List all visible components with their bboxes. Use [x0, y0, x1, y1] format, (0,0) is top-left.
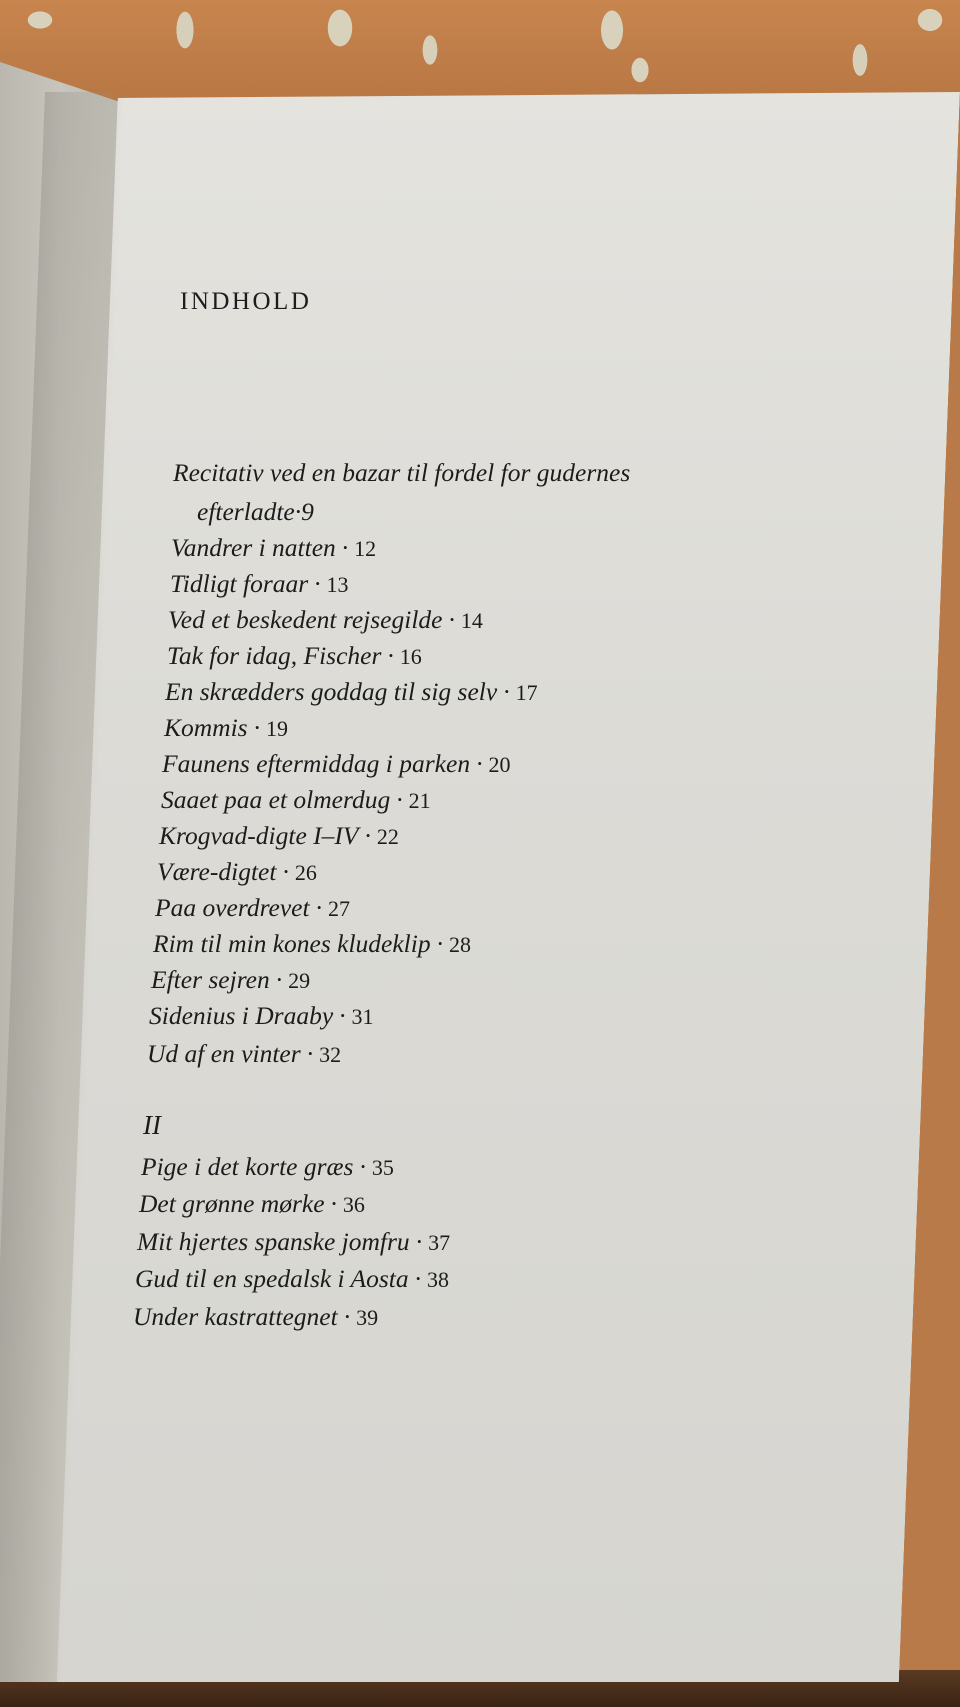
entry-title: Sidenius i Draaby [149, 1001, 334, 1030]
page-number: 22 [376, 824, 399, 849]
separator: · [343, 1302, 351, 1331]
entry-title: Det grønne mørke [139, 1189, 325, 1218]
entry-title: Efter sejren [151, 965, 270, 994]
page-number: 28 [448, 932, 471, 957]
entry-title: Mit hjertes spanske jomfru [137, 1227, 410, 1256]
page-number: 29 [288, 968, 311, 993]
entry-title: Tidligt foraar [170, 569, 309, 598]
separator: · [306, 1039, 314, 1068]
toc-entry [159, 821, 399, 851]
page-number: 27 [327, 896, 350, 921]
separator: · [314, 569, 321, 598]
page-number: 13 [326, 572, 349, 597]
separator: · [275, 965, 283, 994]
toc-entry [151, 965, 310, 995]
entry-title: Kommis [164, 713, 248, 742]
entry-title: Saaet paa et olmerdug [161, 785, 391, 814]
entry-title: Recitativ ved en bazar til fordel for gudernes [173, 458, 631, 487]
separator: · [330, 1189, 337, 1218]
separator: · [414, 1264, 422, 1293]
section-label: II [143, 1110, 161, 1140]
entry-title: Tak for idag, Fischer [167, 641, 382, 670]
toc-entry [141, 1152, 394, 1182]
separator: · [387, 641, 394, 670]
page-number: 16 [399, 644, 422, 669]
entry-title: Være-digtet [157, 857, 277, 886]
page-number: 19 [265, 716, 288, 741]
page-number: 38 [427, 1267, 450, 1292]
page-number: 37 [428, 1230, 451, 1255]
page-number: 17 [515, 680, 538, 705]
separator: · [315, 893, 322, 922]
entry-title: Ud af en vinter [147, 1039, 301, 1068]
toc-entry [135, 1264, 449, 1294]
page-number: 31 [351, 1004, 374, 1029]
separator: · [364, 821, 371, 850]
page-number: 39 [356, 1305, 379, 1330]
separator: · [436, 929, 443, 958]
page-number: 14 [460, 608, 483, 633]
entry-title-cont: efterladte [197, 497, 295, 526]
page-number: 35 [371, 1155, 394, 1180]
toc-entry [155, 893, 350, 923]
toc-entry [137, 1227, 450, 1257]
page-number: 12 [354, 536, 377, 561]
page-number: 20 [488, 752, 511, 777]
separator: · [341, 533, 349, 562]
toc-entry [167, 641, 422, 671]
entry-title: Under kastrattegnet [133, 1302, 338, 1331]
page-number: 26 [294, 860, 317, 885]
separator: · [282, 857, 289, 886]
entry-title: Pige i det korte græs [141, 1152, 354, 1181]
entry-title: Faunens eftermiddag i parken [162, 749, 471, 778]
toc-entry [168, 605, 483, 635]
entry-title: Ved et beskedent rejsegilde [168, 605, 443, 634]
toc-entry [149, 1001, 374, 1031]
separator: · [476, 749, 483, 778]
entry-title: Gud til en spedalsk i Aosta [135, 1264, 409, 1293]
entry-title: Paa overdrevet [155, 893, 310, 922]
entry-title: Vandrer i natten [171, 533, 336, 562]
page-number: 32 [319, 1042, 342, 1067]
toc-entry [157, 857, 317, 887]
page-number: 21 [408, 788, 431, 813]
separator: · [339, 1001, 346, 1030]
toc-entry [147, 1039, 341, 1069]
separator: · [359, 1152, 366, 1181]
toc-entry-continuation [197, 497, 314, 527]
separator: · [396, 785, 403, 814]
separator: · [415, 1227, 423, 1256]
separator: · [294, 497, 302, 526]
entry-title: En skrædders goddag til sig selv [165, 677, 498, 706]
toc-entry [153, 929, 471, 959]
toc-entry [161, 785, 431, 815]
page-number: 9 [301, 497, 314, 526]
separator: · [503, 677, 510, 706]
toc-entry [170, 569, 349, 599]
separator: · [253, 713, 260, 742]
toc-entry [133, 1302, 378, 1332]
toc-entry [162, 749, 510, 779]
toc-entry [164, 713, 288, 743]
entry-title: Rim til min kones kludeklip [153, 929, 431, 958]
separator: · [448, 605, 455, 634]
page-number: 36 [342, 1192, 365, 1217]
toc-entry [173, 458, 630, 488]
toc-entry [171, 533, 376, 563]
toc-entry [165, 677, 538, 707]
page-heading: INDHOLD [180, 288, 312, 315]
entry-title: Krogvad-digte I–IV [159, 821, 359, 850]
toc-entry [139, 1189, 365, 1219]
